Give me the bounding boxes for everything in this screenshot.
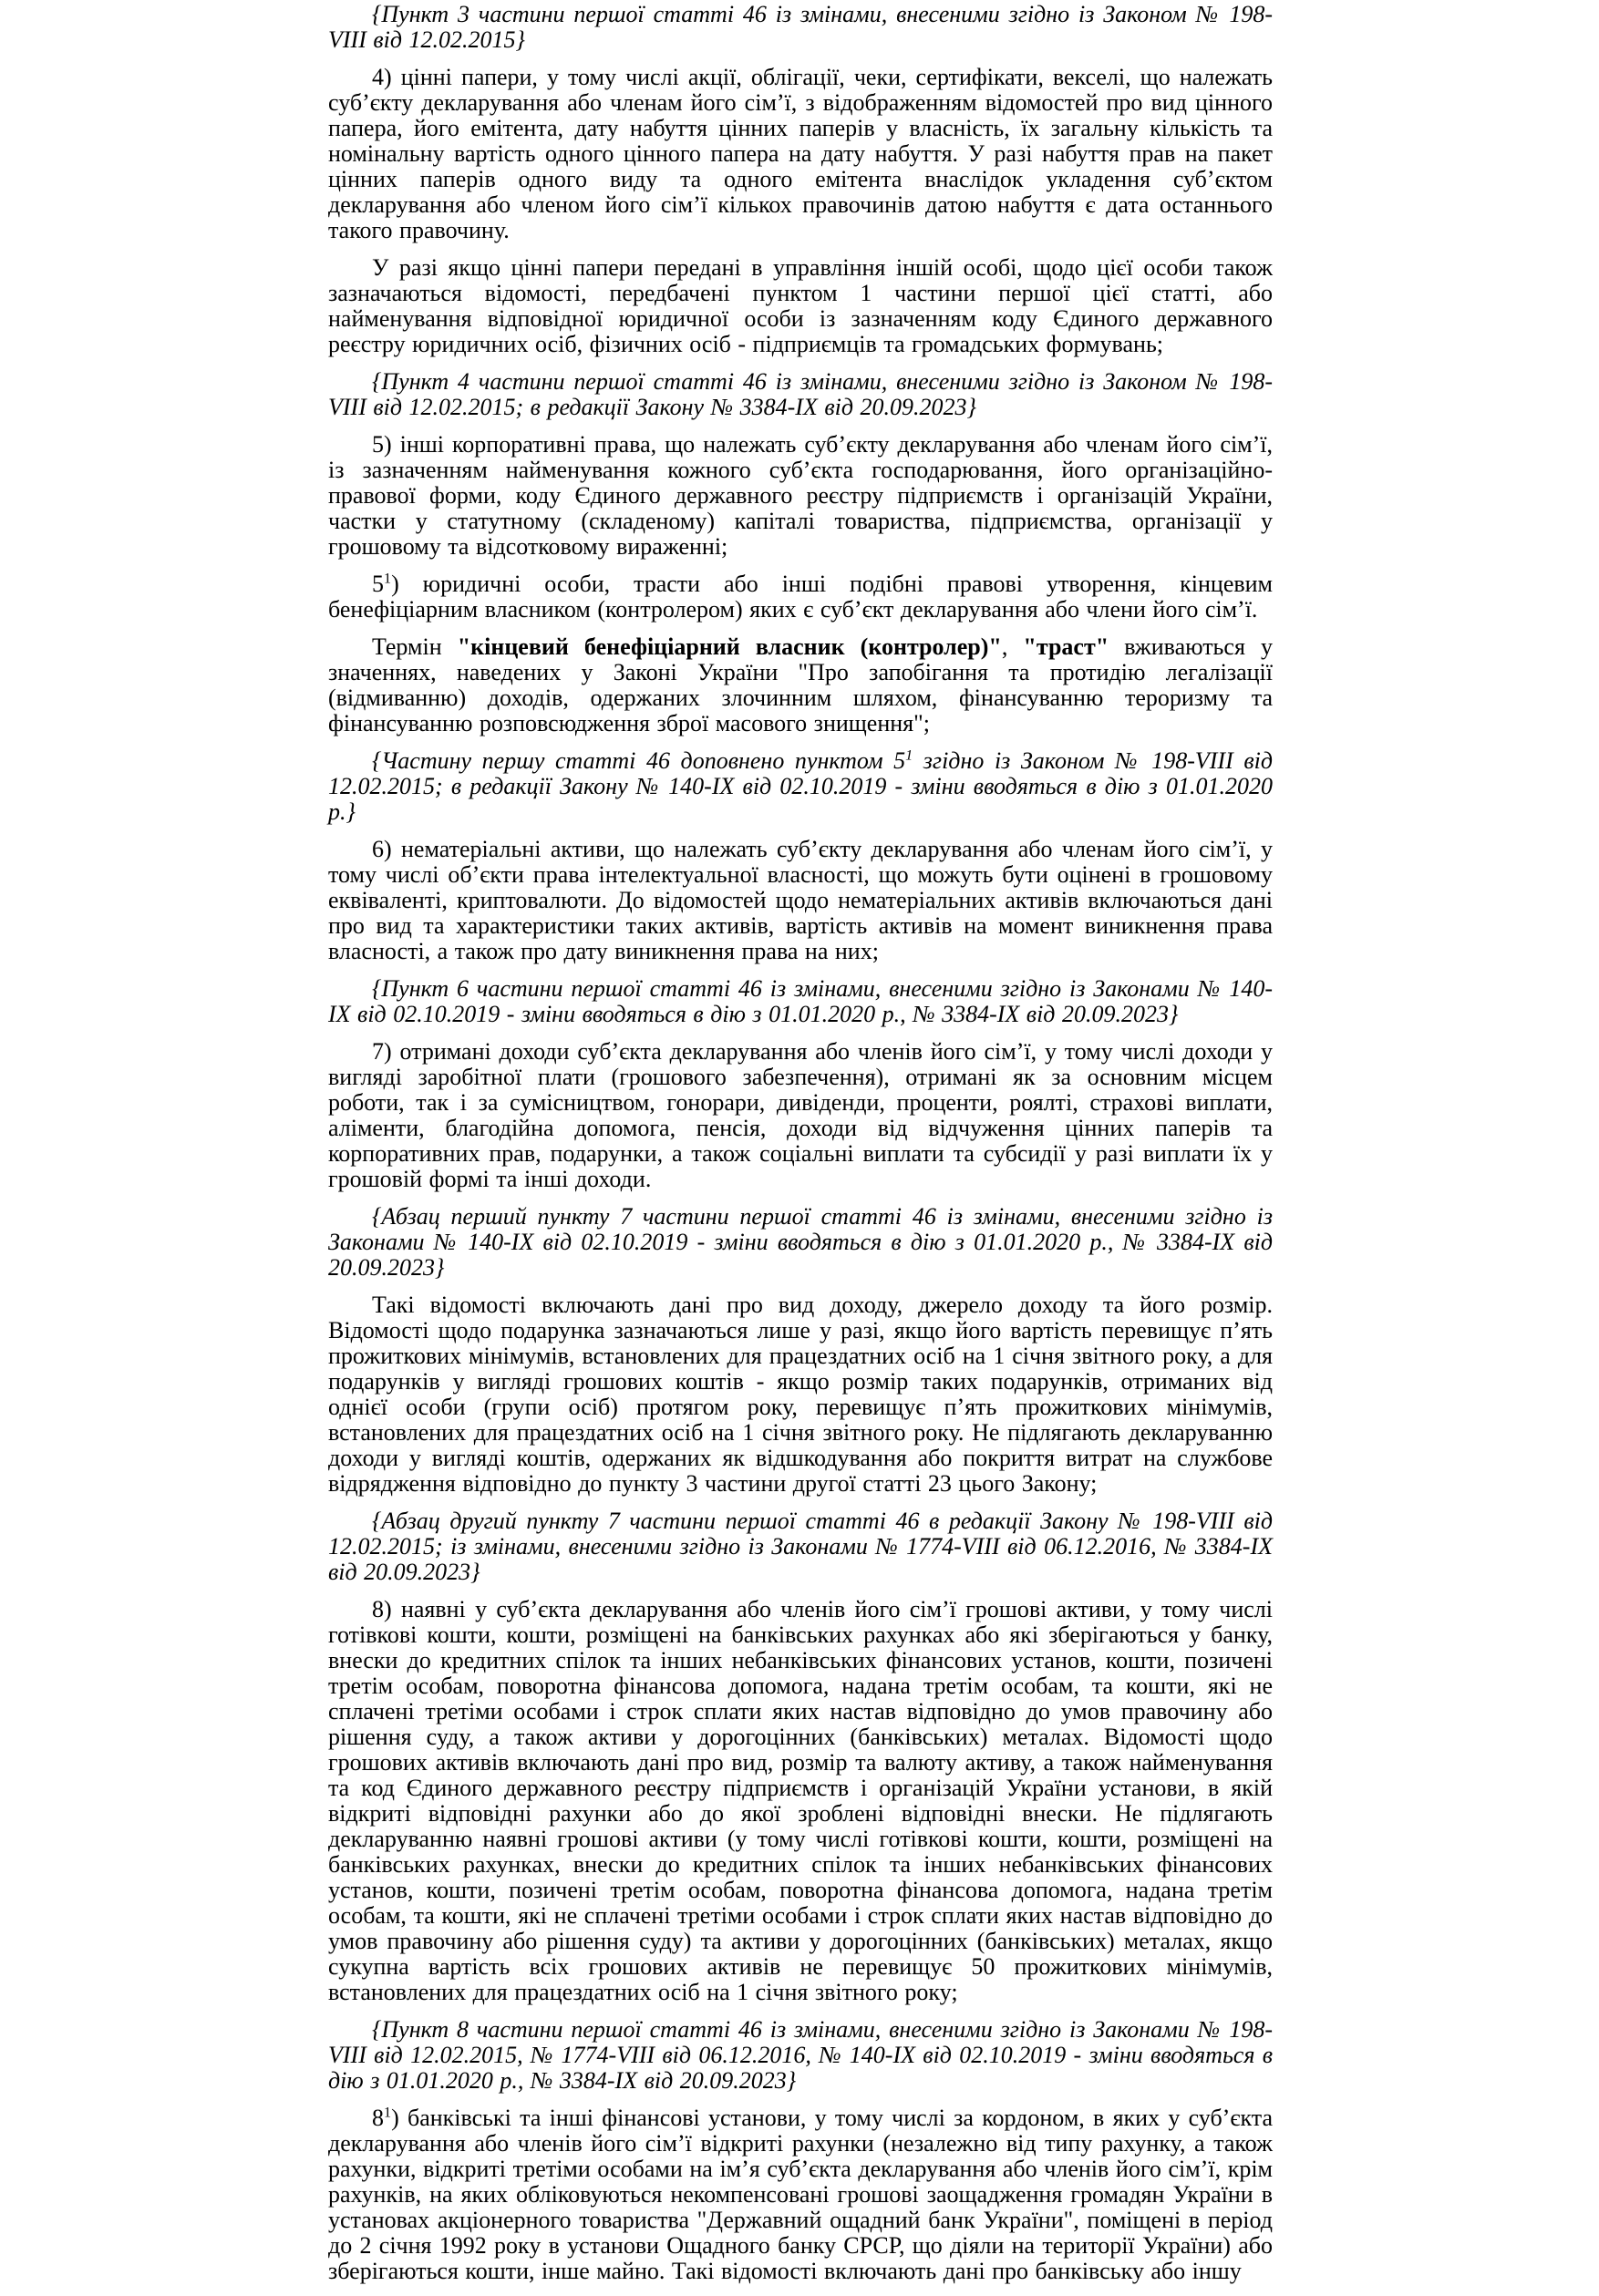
bold-term: "траст" [1023,633,1109,660]
law-paragraph [328,255,1273,357]
text-run: 4) цінні папери, у тому числі акції, облігації, чеки, сертифікати, векселі, що належать суб’єкту декларування або членам його сім’ї, з відображенням відомостей про вид цінного папера, його емітента, дату набуття цінних паперів у власність, їх загальну кількість та номінальну вартість одного цінного папера на дату набуття. У разі набуття прав на пакет цінних паперів одного виду та одного емітента внаслідок укладення суб’єктом декларування або членом його сім’ї кількох правочинів датою набуття є дата останнього такого правочину. [328,64,1273,243]
law-paragraph [328,634,1273,736]
text-run: {Пункт 3 частини першої статті 46 із змінами, внесеними згідно із Законом № 198-VIII від 12.02.2015} [328,1,1273,53]
text-run: 6) нематеріальні активи, що належать суб’єкту декларування або членам його сім’ї, у тому числі об’єкти права інтелектуальної власності, що можуть бути оцінені в грошовому еквіваленті, криптовалюти. До відомостей щодо нематеріальних активів включаються дані про вид та характеристики таких активів, вартість активів на момент виникнення права власності, а також про дату виникнення права на них; [328,836,1273,964]
text-run: {Абзац другий пункту 7 частини першої статті 46 в редакції Закону № 198-VIII від 12.02.2015; із змінами, внесеними згідно із Законами № 1774-VIII від 06.12.2016, № 3384-IX від 20.09.2023} [328,1508,1273,1585]
law-paragraph [328,65,1273,243]
amendment-note [328,2,1273,53]
text-run: Термін [372,633,458,660]
text-run: 5 [372,571,384,597]
amendment-note [328,748,1273,825]
text-run: ) юридичні особи, трасти або інші подібні правові утворення, кінцевим бенефіціарним власником (контролером) яких є суб’єкт декларування або члени його сім’ї. [328,571,1273,623]
text-run: , [1001,633,1024,660]
text-run: {Абзац перший пункту 7 частини першої статті 46 із змінами, внесеними згідно із Законами № 140-IX від 02.10.2019 - зміни вводяться в дію з 01.01.2020 р., № 3384-IX від 20.09.2023} [328,1203,1273,1281]
bold-term: "кінцевий бенефіціарний власник (контролер)" [457,633,1002,660]
text-run: Такі відомості включають дані про вид доходу, джерело доходу та його розмір. Відомості щодо подарунка зазначаються лише у разі, якщо його вартість перевищує п’ять прожиткових мінімумів, встановлених для працездатних осіб на 1 січня звітного року, а для подарунків у вигляді грошових коштів - якщо розмір таких подарунків, отриманих від однієї особи (групи осіб) протягом року, перевищує п’ять прожиткових мінімумів, встановлених для працездатних осіб на 1 січня звітного року. Не підлягають декларуванню доходи у вигляді коштів, одержаних як відшкодування або покриття витрат на службове відрядження відповідно до пункту 3 частини другої статті 23 цього Закону; [328,1292,1273,1497]
amendment-note [328,1508,1273,1585]
law-paragraph [328,432,1273,560]
law-paragraph [328,837,1273,964]
law-paragraph [328,1039,1273,1192]
text-run: вживаються у значеннях, наведених у Законі України "Про запобігання та протидію легалізації (відмиванню) доходів, одержаних злочинним шляхом, фінансуванню тероризму та фінансуванню розповсюдження зброї масового знищення"; [328,633,1273,736]
superscript-index: 1 [384,2105,392,2121]
text-run: 8 [372,2105,384,2131]
law-paragraph [328,571,1273,623]
text-run: згідно із Законом № 198-VIII від 12.02.2015; в редакції Закону № 140-IX від 02.10.2019 - зміни вводяться в дію з 01.01.2020 р.} [328,747,1273,825]
text-run: {Пункт 4 частини першої статті 46 із змінами, внесеними згідно із Законом № 198-VIII від 12.02.2015; в редакції Закону № 3384-IX від 20.09.2023} [328,368,1273,420]
amendment-note [328,976,1273,1027]
text-run: {Частину першу статті 46 доповнено пунктом 5 [372,747,906,774]
text-run: У разі якщо цінні папери передані в управління іншій особі, щодо цієї особи також зазначаються відомості, передбачені пунктом 1 частини першої цієї статті, або найменування відповідної юридичної особи із зазначенням коду Єдиного державного реєстру юридичних осіб, фізичних осіб - підприємців та громадських формувань; [328,254,1273,357]
text-run: {Пункт 6 частини першої статті 46 із змінами, внесеними згідно із Законами № 140-IX від 02.10.2019 - зміни вводяться в дію з 01.01.2020 р., № 3384-IX від 20.09.2023} [328,975,1273,1027]
text-run: 8) наявні у суб’єкта декларування або членів його сім’ї грошові активи, у тому числі готівкові кошти, кошти, розміщені на банківських рахунках або які зберігаються у банку, внески до кредитних спілок та інших небанківських фінансових установ, кошти, позичені третім особам, поворотна фінансова допомога, надана третім особам, та кошти, які не сплачені третіми особами і строк сплати яких настав відповідно до умов правочину або рішення суду, а також активи у дорогоцінних (банківських) металах. Відомості щодо грошових активів включають дані про вид, розмір та валюту активу, а також найменування та код Єдиного державного реєстру підприємств і організацій України установи, в якій відкриті відповідні рахунки або до якої зроблені відповідні внески. Не підлягають декларуванню наявні грошові активи (у тому числі готівкові кошти, кошти, розміщені на банківських рахунках, внески до кредитних спілок та інших небанківських фінансових установ, кошти, позичені третім особам, поворотна фінансова допомога, надана третім особам, та кошти, які не сплачені третіми особами і строк сплати яких настав відповідно до умов правочину або рішення суду) та активи у дорогоцінних (банківських) металах, якщо сукупна вартість всіх грошових активів не перевищує 50 прожиткових мінімумів, встановлених для працездатних осіб на 1 січня звітного року; [328,1596,1273,2005]
amendment-note [328,2017,1273,2094]
document-body [328,2,1273,2296]
law-paragraph [328,1597,1273,2005]
text-run: 5) інші корпоративні права, що належать суб’єкту декларування або членам його сім’ї, із зазначенням найменування кожного суб’єкта господарювання, його організаційно-правової форми, коду Єдиного державного реєстру підприємств і організацій України, частки у статутному (складеному) капіталі товариства, підприємства, організації у грошовому та відсотковому вираженні; [328,431,1273,560]
amendment-note [328,1204,1273,1281]
text-run: ) банківські та інші фінансові установи, у тому числі за кордоном, в яких у суб’єкта декларування або членів його сім’ї відкриті рахунки (незалежно від типу рахунку, а також рахунки, відкриті третіми особами на ім’я суб’єкта декларування або членів його сім’ї, крім рахунків, на яких обліковуються некомпенсовані грошові заощадження громадян України в установах акціонерного товариства "Державний ощадний банк України", поміщені в період до 2 січня 1992 року в установи Ощадного банку СРСР, що діяли на території України) або зберігаються кошти, інше майно. Такі відомості включають дані про банківську або іншу [328,2105,1273,2284]
text-run: {Пункт 8 частини першої статті 46 із змінами, внесеними згідно із Законами № 198-VIII від 12.02.2015, № 1774-VIII від 06.12.2016, № 140-IX від 02.10.2019 - зміни вводяться в дію з 01.01.2020 р., № 3384-IX від 20.09.2023} [328,2016,1273,2094]
law-paragraph [328,1292,1273,1497]
superscript-index: 1 [384,571,392,587]
amendment-note [328,369,1273,420]
text-run: 7) отримані доходи суб’єкта декларування або членів його сім’ї, у тому числі доходи у вигляді заробітної плати (грошового забезпечення), отримані як за основним місцем роботи, так і за сумісництвом, гонорари, дивіденди, проценти, роялті, страхові виплати, аліменти, благодійна допомога, пенсія, доходи від відчуження цінних паперів та корпоративних прав, подарунки, а також соціальні виплати та субсидії у разі виплати їх у грошовій формі та інші доходи. [328,1038,1273,1192]
superscript-index: 1 [905,747,913,764]
law-paragraph [328,2106,1273,2284]
